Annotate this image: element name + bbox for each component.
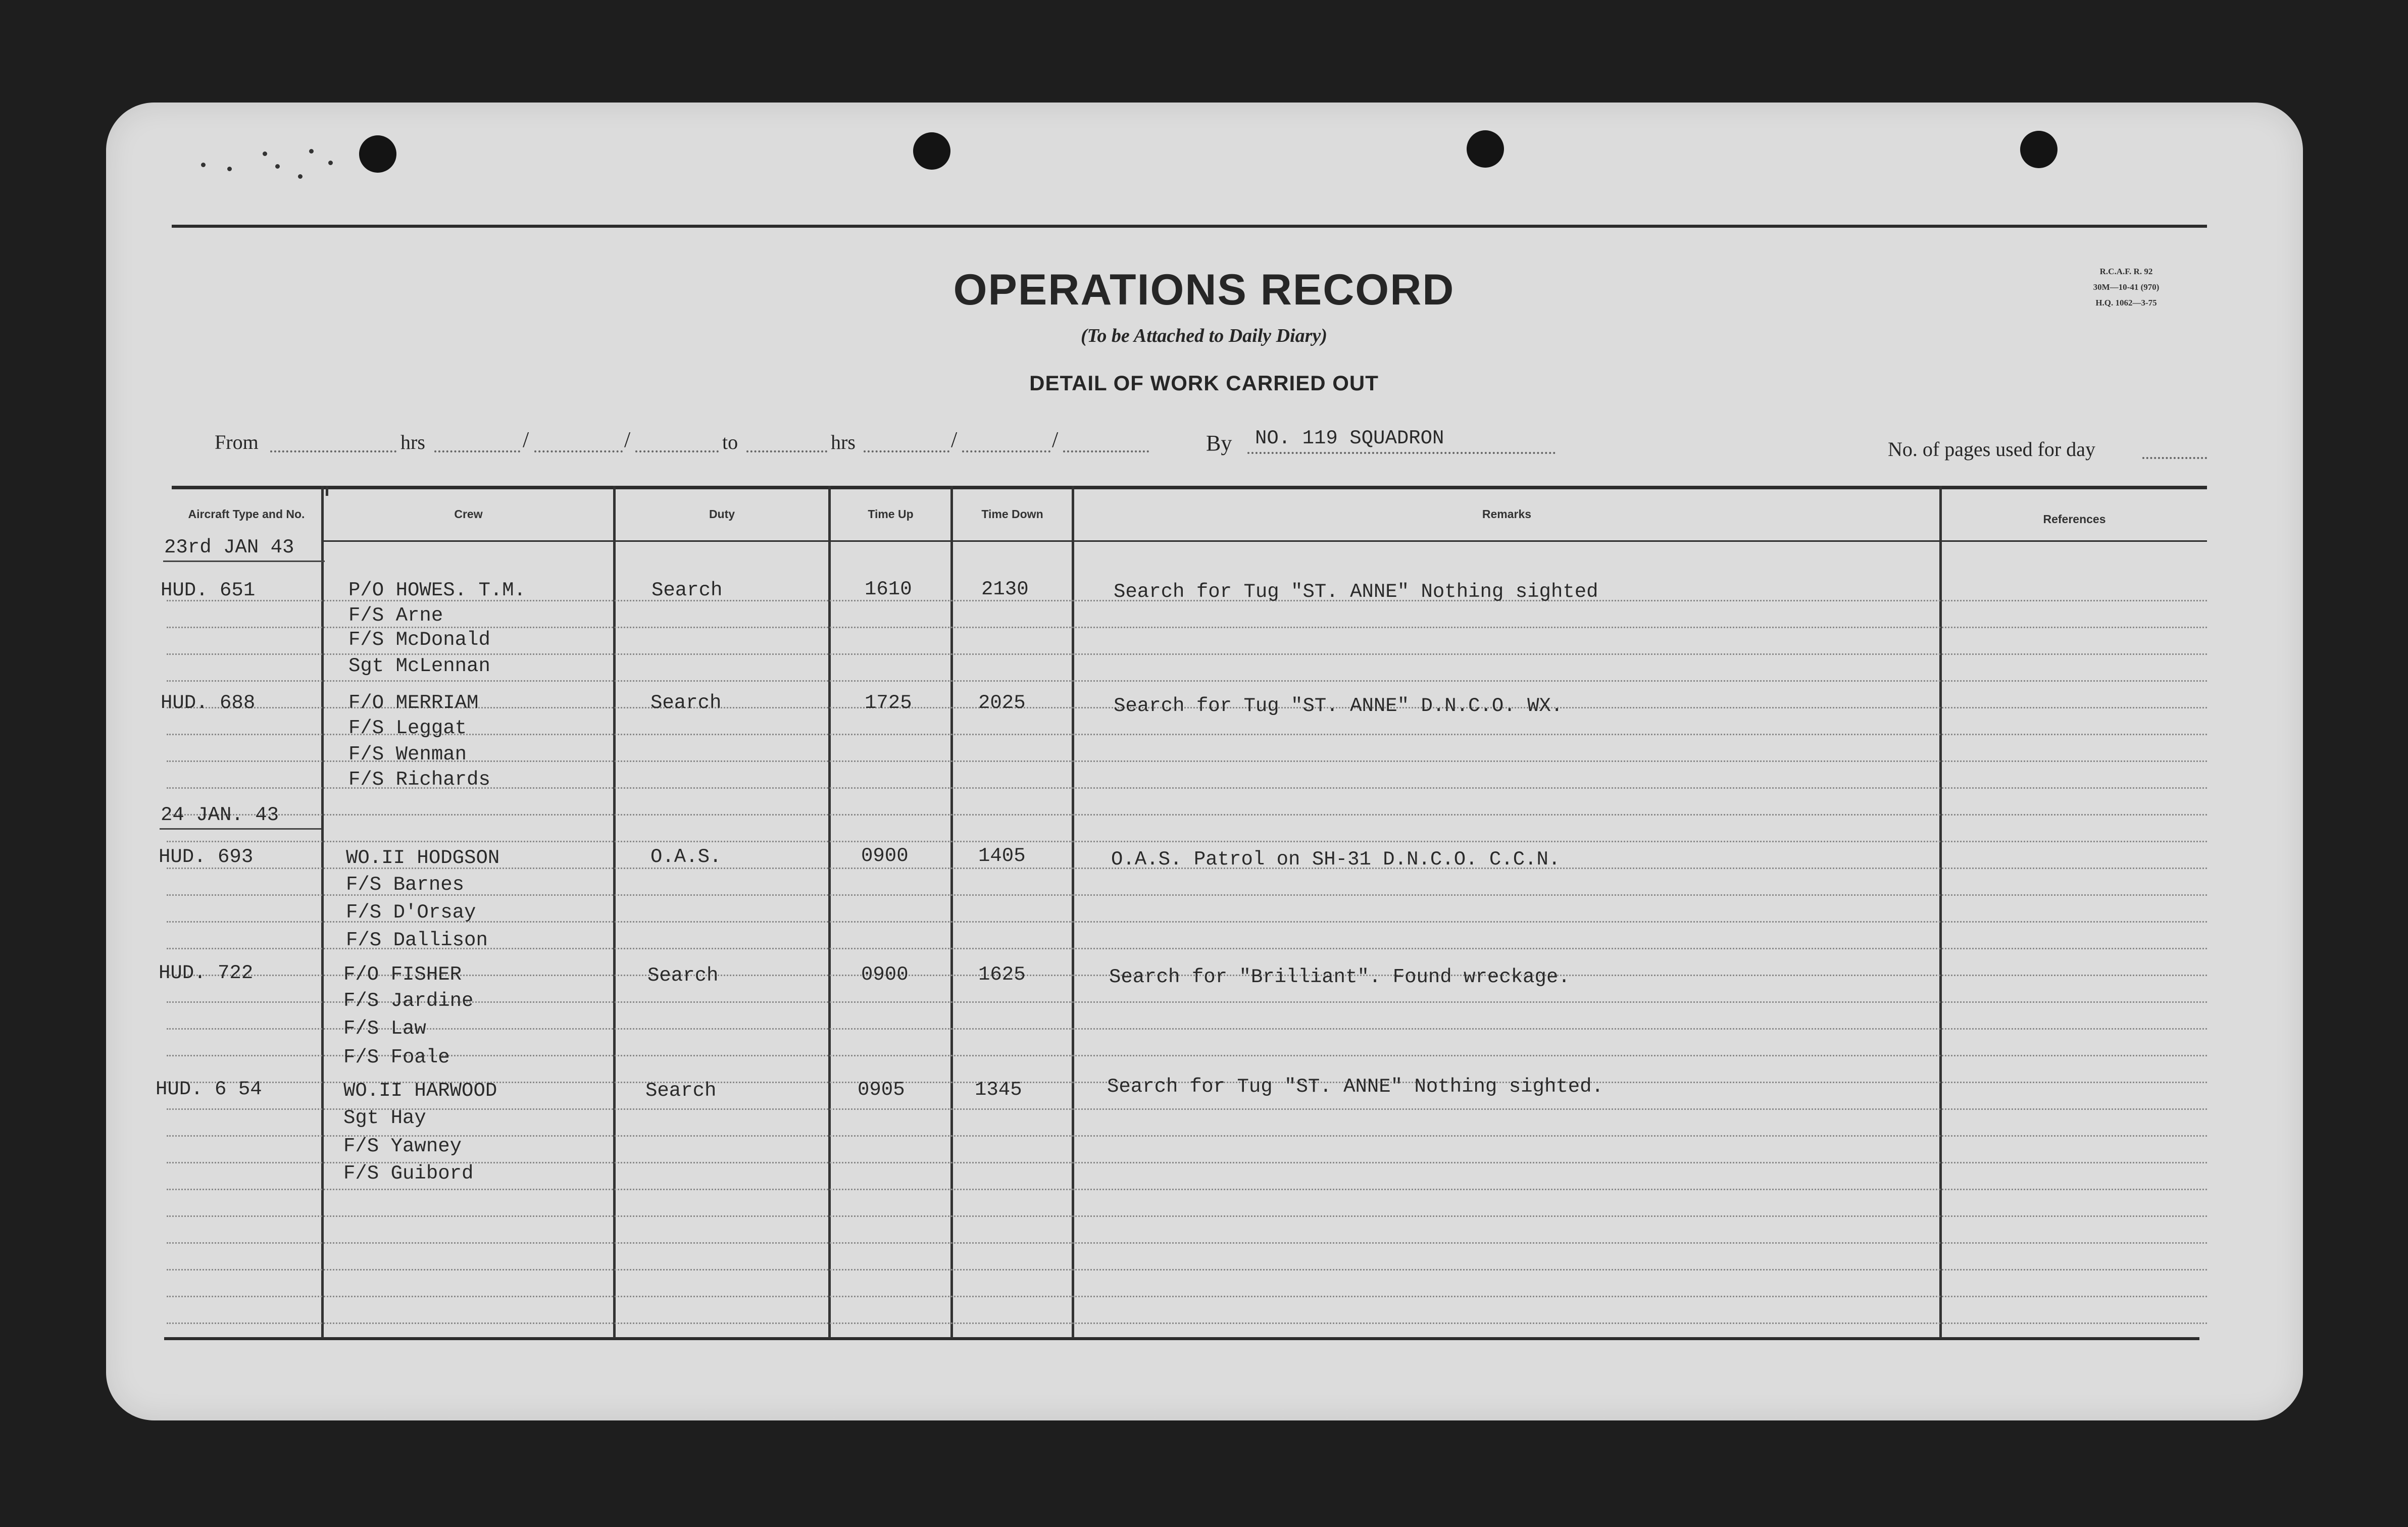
time-down-value: 2025 (978, 692, 1026, 714)
row-rule (167, 1322, 2207, 1324)
date-fill (962, 450, 1050, 452)
duty-value: Search (650, 692, 722, 714)
time-down-value: 1405 (978, 845, 1026, 867)
table-header-rule (323, 540, 2207, 542)
aircraft-number: HUD. 6 54 (156, 1078, 262, 1100)
time-up-value: 0905 (858, 1079, 905, 1101)
hrs-label: hrs (400, 431, 425, 453)
aircraft-number: HUD. 722 (159, 962, 254, 984)
form-code-line: H.Q. 1062—3-75 (2095, 298, 2157, 308)
hrs-fill (864, 450, 949, 452)
punch-hole (2020, 131, 2058, 168)
row-rule (167, 1135, 2207, 1137)
crew-member: F/S Barnes (346, 874, 465, 896)
time-down-value: 1625 (978, 963, 1026, 986)
column-divider (613, 486, 616, 1338)
by-label: By (1206, 431, 1232, 455)
speck-mark (227, 167, 232, 171)
date-fill (1063, 450, 1149, 452)
time-up-value: 1725 (865, 692, 912, 714)
crew-member: F/S Law (343, 1017, 426, 1040)
column-divider (950, 486, 953, 1338)
crew-member: F/O FISHER (343, 963, 462, 986)
column-header-references: References (2043, 513, 2106, 526)
top-rule (172, 225, 2207, 228)
duty-value: Search (647, 964, 719, 987)
to-label: to (722, 431, 738, 453)
duty-value: Search (651, 579, 723, 601)
detail-heading: DETAIL OF WORK CARRIED OUT (1029, 371, 1379, 395)
slash-separator: / (1052, 427, 1059, 452)
crew-member: F/S D'Orsay (346, 901, 476, 924)
crew-member: F/S Dallison (346, 929, 488, 951)
row-rule (167, 1215, 2207, 1217)
from-fill (270, 450, 396, 452)
crew-member: F/S Richards (348, 769, 490, 791)
to-fill (746, 450, 827, 452)
column-header-time-down: Time Down (981, 507, 1043, 521)
date-underline (163, 561, 325, 562)
remarks-value: Search for "Brilliant". Found wreckage. (1109, 966, 1570, 988)
speck-mark (298, 174, 303, 179)
crew-member: F/S Jardine (343, 990, 474, 1012)
by-fill (1247, 452, 1556, 454)
page-title: OPERATIONS RECORD (953, 266, 1455, 314)
column-header-crew: Crew (454, 507, 483, 521)
form-code-line: R.C.A.F. R. 92 (2099, 267, 2153, 276)
crew-member: F/O MERRIAM (348, 692, 479, 714)
time-down-value: 1345 (975, 1079, 1022, 1101)
row-rule (167, 1055, 2207, 1056)
pages-fill (2142, 457, 2207, 459)
page-subtitle: (To be Attached to Daily Diary) (1081, 325, 1327, 346)
time-down-value: 2130 (981, 578, 1029, 600)
column-divider (1072, 486, 1074, 1338)
remarks-value: Search for Tug "ST. ANNE" Nothing sighted. (1107, 1076, 1603, 1098)
form-code (2066, 264, 2187, 311)
speck-mark (275, 164, 280, 169)
column-divider (321, 486, 324, 1338)
row-rule (167, 1189, 2207, 1190)
row-rule (167, 1108, 2207, 1110)
crew-member: F/S Leggat (348, 717, 467, 739)
row-rule (167, 841, 2207, 842)
row-rule (167, 680, 2207, 682)
table-bottom-rule (164, 1337, 2199, 1340)
crew-member: F/S Yawney (343, 1135, 462, 1157)
column-header-remarks: Remarks (1482, 507, 1532, 521)
slash-separator: / (951, 427, 958, 452)
crew-member: F/S Foale (343, 1046, 450, 1068)
row-rule (167, 894, 2207, 896)
column-divider (828, 486, 831, 1338)
crew-member: F/S Guibord (343, 1162, 474, 1185)
crew-member: F/S McDonald (348, 629, 490, 651)
duty-value: O.A.S. (650, 846, 722, 868)
crew-member: WO.II HARWOOD (343, 1080, 497, 1102)
remarks-value: Search for Tug "ST. ANNE" Nothing sighted (1114, 581, 1598, 603)
row-rule (167, 1296, 2207, 1297)
crew-member: P/O HOWES. T.M. (348, 579, 526, 601)
aircraft-number: HUD. 651 (161, 579, 256, 601)
hrs-label: hrs (831, 431, 856, 453)
speck-mark (201, 163, 206, 167)
crew-member: F/S Arne (348, 604, 443, 627)
column-header-aircraft: Aircraft Type and No. (188, 507, 305, 521)
speck-mark (263, 151, 267, 156)
form-code-line: 30M—10-41 (970) (2093, 282, 2160, 292)
aircraft-number: HUD. 693 (159, 846, 254, 868)
time-up-value: 0900 (861, 845, 909, 867)
pages-label: No. of pages used for day (1888, 438, 2095, 461)
column-divider (1939, 486, 1942, 1338)
crew-member: Sgt McLennan (348, 655, 490, 677)
duty-value: Search (645, 1080, 717, 1102)
row-rule (167, 1242, 2207, 1244)
row-rule (167, 814, 2207, 816)
date-heading: 24 JAN. 43 (161, 804, 279, 826)
column-header-time-up: Time Up (868, 507, 914, 521)
squadron-value: NO. 119 SQUADRON (1255, 427, 1444, 449)
speck-mark (328, 161, 333, 165)
row-rule (167, 734, 2207, 735)
date-fill (635, 450, 719, 452)
remarks-value: Search for Tug "ST. ANNE" D.N.C.O. WX. (1114, 695, 1563, 717)
date-fill (534, 450, 623, 452)
row-rule (167, 760, 2207, 762)
punch-hole (913, 132, 950, 170)
crew-member: Sgt Hay (343, 1107, 426, 1129)
remarks-value: O.A.S. Patrol on SH-31 D.N.C.O. C.C.N. (1111, 848, 1561, 871)
table-top-rule (172, 486, 2207, 489)
hrs-fill (434, 450, 520, 452)
punch-hole (1467, 130, 1504, 168)
row-rule (167, 1028, 2207, 1030)
date-underline (160, 828, 321, 830)
punch-hole (359, 135, 396, 173)
time-up-value: 0900 (861, 963, 909, 986)
speck-mark (309, 149, 314, 154)
row-rule (167, 627, 2207, 628)
crew-member: WO.II HODGSON (346, 847, 500, 869)
slash-separator: / (523, 427, 529, 452)
crew-member: F/S Wenman (348, 743, 467, 766)
from-label: From (215, 431, 259, 453)
row-rule (167, 1269, 2207, 1270)
date-heading: 23rd JAN 43 (164, 536, 294, 558)
slash-separator: / (624, 427, 631, 452)
aircraft-number: HUD. 688 (161, 692, 256, 714)
time-up-value: 1610 (865, 578, 912, 600)
column-header-duty: Duty (709, 507, 735, 521)
column-divider (326, 486, 328, 496)
